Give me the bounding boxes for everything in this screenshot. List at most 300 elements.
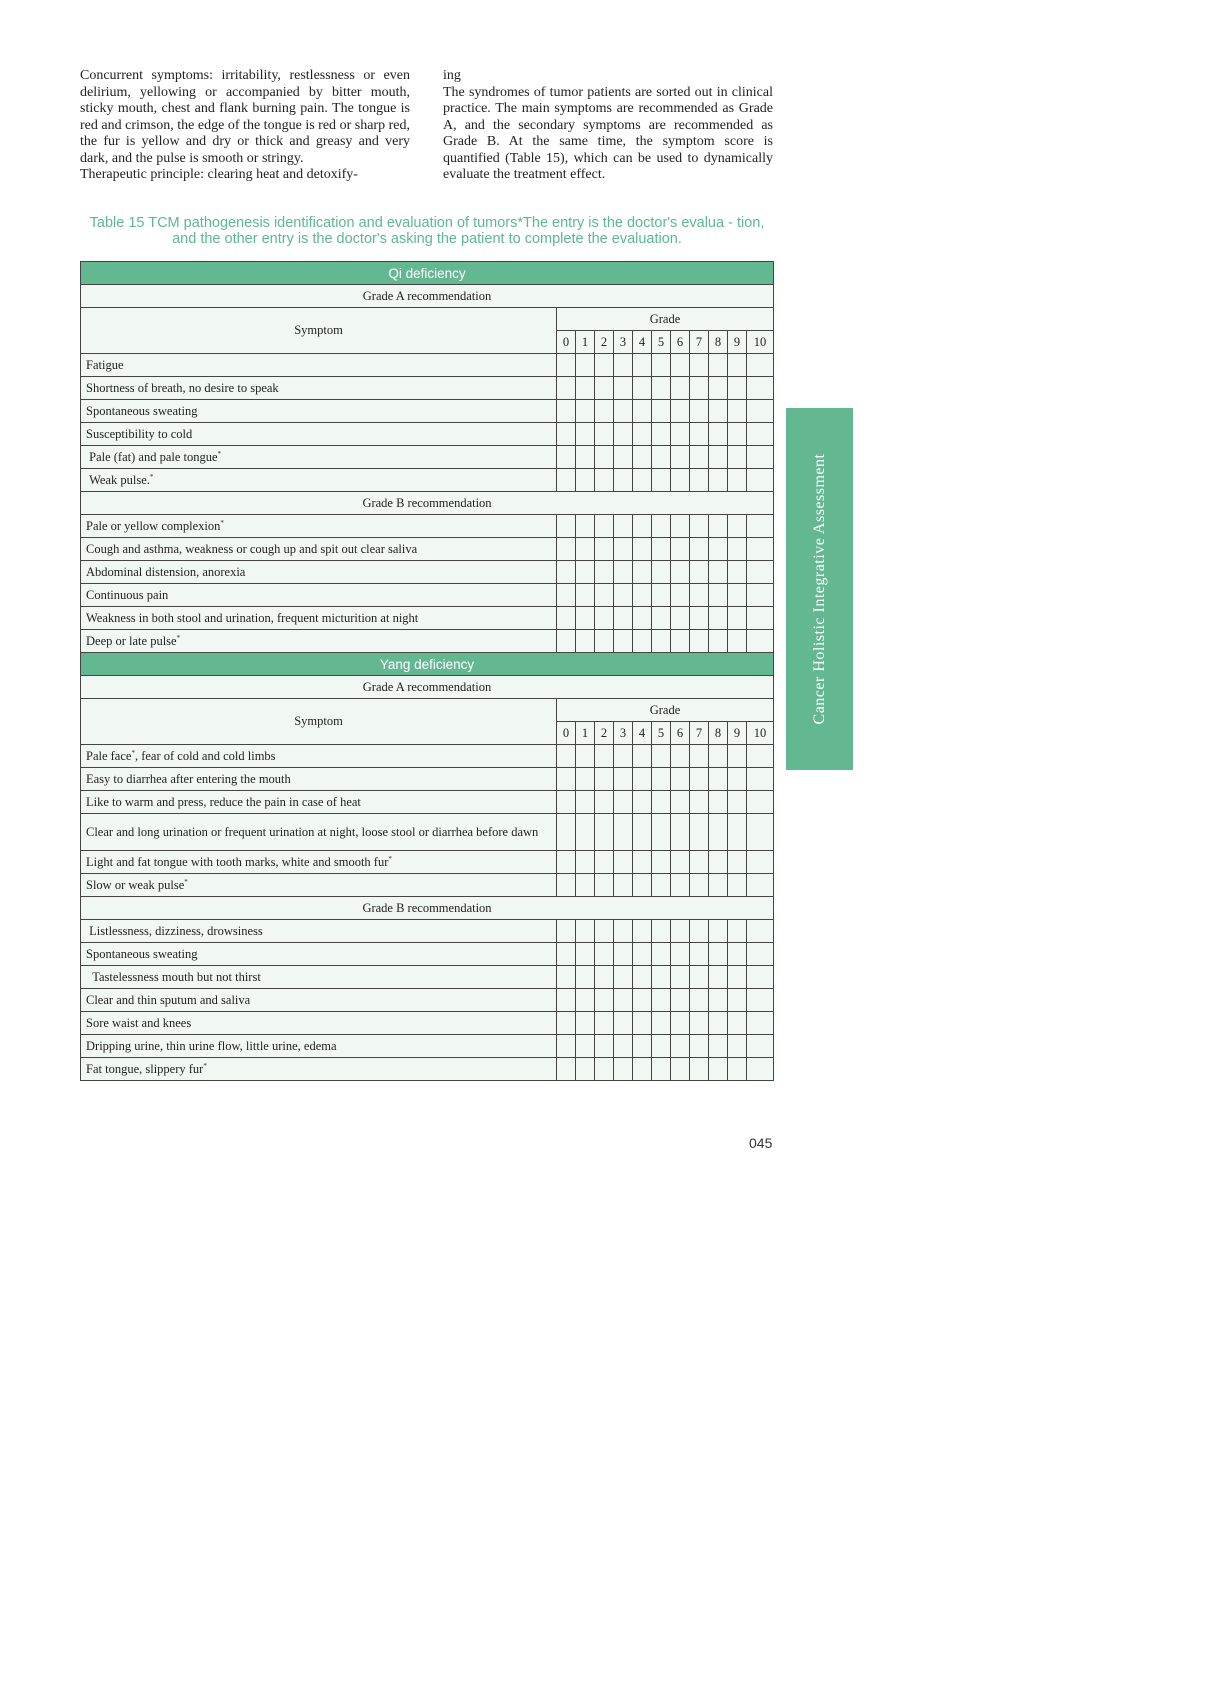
score-cell[interactable] [633,791,652,814]
score-cell[interactable] [690,791,709,814]
score-cell[interactable] [747,400,774,423]
symptom-label: Continuous pain [81,584,557,607]
score-cell[interactable] [633,377,652,400]
score-cell[interactable] [652,791,671,814]
score-cell[interactable] [728,630,747,653]
asterisk-mark: * [388,854,392,863]
score-cell[interactable] [614,943,633,966]
score-cell[interactable] [576,423,595,446]
grade-number: 2 [595,331,614,354]
score-cell[interactable] [671,515,690,538]
score-cell[interactable] [576,920,595,943]
score-cell[interactable] [709,745,728,768]
score-cell[interactable] [633,851,652,874]
score-cell[interactable] [728,538,747,561]
score-cell[interactable] [633,1035,652,1058]
score-cell[interactable] [728,446,747,469]
score-cell[interactable] [576,354,595,377]
score-cell[interactable] [557,1012,576,1035]
score-cell[interactable] [728,745,747,768]
score-cell[interactable] [709,1058,728,1081]
score-cell[interactable] [690,768,709,791]
score-cell[interactable] [557,791,576,814]
symptom-label: Pale or yellow complexion* [81,515,557,538]
score-cell[interactable] [576,851,595,874]
score-cell[interactable] [557,920,576,943]
score-cell[interactable] [747,943,774,966]
score-cell[interactable] [709,1035,728,1058]
score-cell[interactable] [652,1035,671,1058]
score-cell[interactable] [728,1035,747,1058]
score-cell[interactable] [690,630,709,653]
score-cell[interactable] [747,515,774,538]
score-cell[interactable] [690,745,709,768]
symptom-label: Slow or weak pulse* [81,874,557,897]
score-cell[interactable] [576,1012,595,1035]
score-cell[interactable] [557,745,576,768]
asterisk-mark: * [176,633,181,642]
score-cell[interactable] [595,584,614,607]
score-cell[interactable] [728,989,747,1012]
score-cell[interactable] [614,630,633,653]
score-cell[interactable] [728,515,747,538]
score-cell[interactable] [671,630,690,653]
score-cell[interactable] [633,584,652,607]
score-cell[interactable] [557,814,576,851]
score-cell[interactable] [557,1058,576,1081]
score-cell[interactable] [633,538,652,561]
score-cell[interactable] [576,446,595,469]
score-cell[interactable] [709,584,728,607]
score-cell[interactable] [747,538,774,561]
score-cell[interactable] [709,1012,728,1035]
score-cell[interactable] [576,538,595,561]
score-cell[interactable] [728,423,747,446]
grade-number: 0 [557,722,576,745]
score-cell[interactable] [633,1058,652,1081]
score-cell[interactable] [557,400,576,423]
grade-number: 8 [709,722,728,745]
score-cell[interactable] [557,354,576,377]
score-cell[interactable] [652,920,671,943]
score-cell[interactable] [595,768,614,791]
score-cell[interactable] [557,515,576,538]
score-cell[interactable] [557,966,576,989]
score-cell[interactable] [709,768,728,791]
score-cell[interactable] [595,1058,614,1081]
score-cell[interactable] [633,874,652,897]
score-cell[interactable] [690,943,709,966]
score-cell[interactable] [633,423,652,446]
score-cell[interactable] [614,745,633,768]
score-cell[interactable] [557,630,576,653]
score-cell[interactable] [671,745,690,768]
score-cell[interactable] [671,814,690,851]
score-cell[interactable] [614,607,633,630]
score-cell[interactable] [595,423,614,446]
score-cell[interactable] [652,1012,671,1035]
score-cell[interactable] [576,1035,595,1058]
score-cell[interactable] [690,446,709,469]
score-cell[interactable] [747,377,774,400]
grade-number: 7 [690,331,709,354]
score-cell[interactable] [747,584,774,607]
score-cell[interactable] [671,561,690,584]
score-cell[interactable] [671,920,690,943]
score-cell[interactable] [614,538,633,561]
score-cell[interactable] [747,851,774,874]
score-cell[interactable] [576,584,595,607]
score-cell[interactable] [633,561,652,584]
score-cell[interactable] [709,400,728,423]
score-cell[interactable] [747,354,774,377]
score-cell[interactable] [671,851,690,874]
score-cell[interactable] [671,874,690,897]
score-cell[interactable] [747,768,774,791]
score-cell[interactable] [633,515,652,538]
score-cell[interactable] [557,469,576,492]
score-cell[interactable] [595,515,614,538]
score-cell[interactable] [595,469,614,492]
score-cell[interactable] [652,874,671,897]
score-cell[interactable] [557,377,576,400]
grade-number: 1 [576,722,595,745]
score-cell[interactable] [652,768,671,791]
score-cell[interactable] [633,966,652,989]
score-cell[interactable] [728,354,747,377]
score-cell[interactable] [747,966,774,989]
score-cell[interactable] [652,745,671,768]
score-cell[interactable] [595,377,614,400]
score-cell[interactable] [709,607,728,630]
score-cell[interactable] [595,538,614,561]
score-cell[interactable] [595,745,614,768]
score-cell[interactable] [728,814,747,851]
score-cell[interactable] [747,1058,774,1081]
score-cell[interactable] [671,1035,690,1058]
score-cell[interactable] [690,874,709,897]
score-cell[interactable] [690,814,709,851]
score-cell[interactable] [709,423,728,446]
score-cell[interactable] [557,538,576,561]
score-cell[interactable] [728,791,747,814]
score-cell[interactable] [690,377,709,400]
score-cell[interactable] [690,920,709,943]
score-cell[interactable] [728,1058,747,1081]
score-cell[interactable] [747,446,774,469]
grade-a-label: Grade A recommendation [81,676,774,699]
score-cell[interactable] [614,814,633,851]
score-cell[interactable] [728,377,747,400]
score-cell[interactable] [747,607,774,630]
score-cell[interactable] [614,1058,633,1081]
score-cell[interactable] [690,561,709,584]
score-cell[interactable] [709,943,728,966]
score-cell[interactable] [728,1012,747,1035]
score-cell[interactable] [709,874,728,897]
score-cell[interactable] [576,966,595,989]
symptom-row [81,851,774,874]
score-cell[interactable] [671,377,690,400]
score-cell[interactable] [671,768,690,791]
score-cell[interactable] [709,920,728,943]
section-title: Yang deficiency [81,653,774,676]
score-cell[interactable] [690,966,709,989]
grade-number: 5 [652,331,671,354]
score-cell[interactable] [690,584,709,607]
score-cell[interactable] [709,446,728,469]
score-cell[interactable] [614,400,633,423]
score-cell[interactable] [709,791,728,814]
score-cell[interactable] [614,423,633,446]
score-cell[interactable] [652,423,671,446]
score-cell[interactable] [690,354,709,377]
score-cell[interactable] [595,874,614,897]
score-cell[interactable] [633,989,652,1012]
score-cell[interactable] [557,943,576,966]
score-cell[interactable] [671,943,690,966]
score-cell[interactable] [557,874,576,897]
score-cell[interactable] [576,943,595,966]
score-cell[interactable] [652,561,671,584]
score-cell[interactable] [557,1035,576,1058]
score-cell[interactable] [671,423,690,446]
score-cell[interactable] [652,943,671,966]
score-cell[interactable] [652,515,671,538]
score-cell[interactable] [614,851,633,874]
score-cell[interactable] [614,377,633,400]
score-cell[interactable] [671,1058,690,1081]
score-cell[interactable] [595,920,614,943]
score-cell[interactable] [671,607,690,630]
score-cell[interactable] [576,989,595,1012]
score-cell[interactable] [576,1058,595,1081]
score-cell[interactable] [576,515,595,538]
score-cell[interactable] [652,814,671,851]
section-header-row [81,262,774,285]
score-cell[interactable] [709,515,728,538]
score-cell[interactable] [576,745,595,768]
score-cell[interactable] [747,1012,774,1035]
score-cell[interactable] [633,745,652,768]
score-cell[interactable] [595,354,614,377]
score-cell[interactable] [633,446,652,469]
score-cell[interactable] [576,607,595,630]
score-cell[interactable] [614,584,633,607]
score-cell[interactable] [747,920,774,943]
score-cell[interactable] [671,1012,690,1035]
score-cell[interactable] [671,791,690,814]
score-cell[interactable] [614,1012,633,1035]
score-cell[interactable] [614,1035,633,1058]
grade-number: 10 [747,722,774,745]
score-cell[interactable] [652,400,671,423]
score-cell[interactable] [633,768,652,791]
score-cell[interactable] [633,469,652,492]
score-cell[interactable] [652,377,671,400]
score-cell[interactable] [633,920,652,943]
score-cell[interactable] [709,538,728,561]
score-cell[interactable] [747,791,774,814]
score-cell[interactable] [747,874,774,897]
score-cell[interactable] [614,768,633,791]
score-cell[interactable] [747,989,774,1012]
score-cell[interactable] [652,446,671,469]
score-cell[interactable] [671,989,690,1012]
symptom-label: Fat tongue, slippery fur* [81,1058,557,1081]
score-cell[interactable] [595,446,614,469]
score-cell[interactable] [671,354,690,377]
score-cell[interactable] [728,874,747,897]
score-cell[interactable] [633,630,652,653]
score-cell[interactable] [614,446,633,469]
score-cell[interactable] [652,1058,671,1081]
score-cell[interactable] [709,966,728,989]
score-cell[interactable] [690,1012,709,1035]
score-cell[interactable] [576,814,595,851]
score-cell[interactable] [709,814,728,851]
score-cell[interactable] [557,561,576,584]
score-cell[interactable] [690,851,709,874]
score-cell[interactable] [709,989,728,1012]
score-cell[interactable] [709,630,728,653]
score-cell[interactable] [633,400,652,423]
score-cell[interactable] [614,920,633,943]
score-cell[interactable] [614,561,633,584]
score-cell[interactable] [747,1035,774,1058]
score-cell[interactable] [690,400,709,423]
symptom-column-header: Symptom [81,699,557,745]
score-cell[interactable] [576,791,595,814]
score-cell[interactable] [671,400,690,423]
score-cell[interactable] [557,446,576,469]
score-cell[interactable] [690,423,709,446]
score-cell[interactable] [690,538,709,561]
score-cell[interactable] [557,851,576,874]
score-cell[interactable] [747,423,774,446]
score-cell[interactable] [633,354,652,377]
score-cell[interactable] [728,851,747,874]
score-cell[interactable] [576,561,595,584]
score-cell[interactable] [747,630,774,653]
score-cell[interactable] [652,354,671,377]
score-cell[interactable] [576,400,595,423]
score-cell[interactable] [671,584,690,607]
score-cell[interactable] [728,920,747,943]
score-cell[interactable] [671,538,690,561]
score-cell[interactable] [633,1012,652,1035]
score-cell[interactable] [576,874,595,897]
score-cell[interactable] [595,851,614,874]
score-cell[interactable] [595,400,614,423]
score-cell[interactable] [747,745,774,768]
score-cell[interactable] [652,584,671,607]
score-cell[interactable] [728,561,747,584]
score-cell[interactable] [576,469,595,492]
score-cell[interactable] [595,814,614,851]
score-cell[interactable] [690,515,709,538]
score-cell[interactable] [652,469,671,492]
score-cell[interactable] [595,791,614,814]
score-cell[interactable] [633,814,652,851]
score-cell[interactable] [652,851,671,874]
score-cell[interactable] [747,469,774,492]
score-cell[interactable] [614,874,633,897]
score-cell[interactable] [690,989,709,1012]
grade-number: 7 [690,722,709,745]
score-cell[interactable] [557,607,576,630]
tcm-evaluation-table [80,261,774,1081]
score-cell[interactable] [709,377,728,400]
score-cell[interactable] [690,607,709,630]
score-cell[interactable] [557,423,576,446]
score-cell[interactable] [728,943,747,966]
score-cell[interactable] [595,989,614,1012]
score-cell[interactable] [709,469,728,492]
score-cell[interactable] [671,446,690,469]
score-cell[interactable] [652,538,671,561]
score-cell[interactable] [652,630,671,653]
score-cell[interactable] [690,469,709,492]
score-cell[interactable] [614,989,633,1012]
score-cell[interactable] [595,966,614,989]
score-cell[interactable] [709,354,728,377]
score-cell[interactable] [614,354,633,377]
score-cell[interactable] [614,791,633,814]
score-cell[interactable] [690,1035,709,1058]
score-cell[interactable] [747,561,774,584]
score-cell[interactable] [633,943,652,966]
therapeutic-principle-paragraph: Therapeutic principle: clearing heat and detoxify- [80,167,358,182]
score-cell[interactable] [576,377,595,400]
score-cell[interactable] [671,966,690,989]
score-cell[interactable] [633,607,652,630]
score-cell[interactable] [709,561,728,584]
score-cell[interactable] [576,630,595,653]
symptom-label: Tastelessness mouth but not thirst [81,966,557,989]
score-cell[interactable] [671,469,690,492]
score-cell[interactable] [728,607,747,630]
score-cell[interactable] [690,1058,709,1081]
score-cell[interactable] [557,768,576,791]
score-cell[interactable] [614,515,633,538]
grade-number: 3 [614,722,633,745]
score-cell[interactable] [595,1035,614,1058]
score-cell[interactable] [652,989,671,1012]
score-cell[interactable] [652,607,671,630]
score-cell[interactable] [709,851,728,874]
score-cell[interactable] [728,768,747,791]
score-cell[interactable] [728,400,747,423]
score-cell[interactable] [614,966,633,989]
score-cell[interactable] [595,561,614,584]
score-cell[interactable] [557,584,576,607]
score-cell[interactable] [728,469,747,492]
score-cell[interactable] [728,966,747,989]
symptom-row [81,1058,774,1081]
score-cell[interactable] [614,469,633,492]
score-cell[interactable] [652,966,671,989]
score-cell[interactable] [576,768,595,791]
score-cell[interactable] [557,989,576,1012]
score-cell[interactable] [595,1012,614,1035]
score-cell[interactable] [728,584,747,607]
score-cell[interactable] [595,607,614,630]
score-cell[interactable] [595,943,614,966]
score-cell[interactable] [747,814,774,851]
symptom-row [81,377,774,400]
score-cell[interactable] [595,630,614,653]
